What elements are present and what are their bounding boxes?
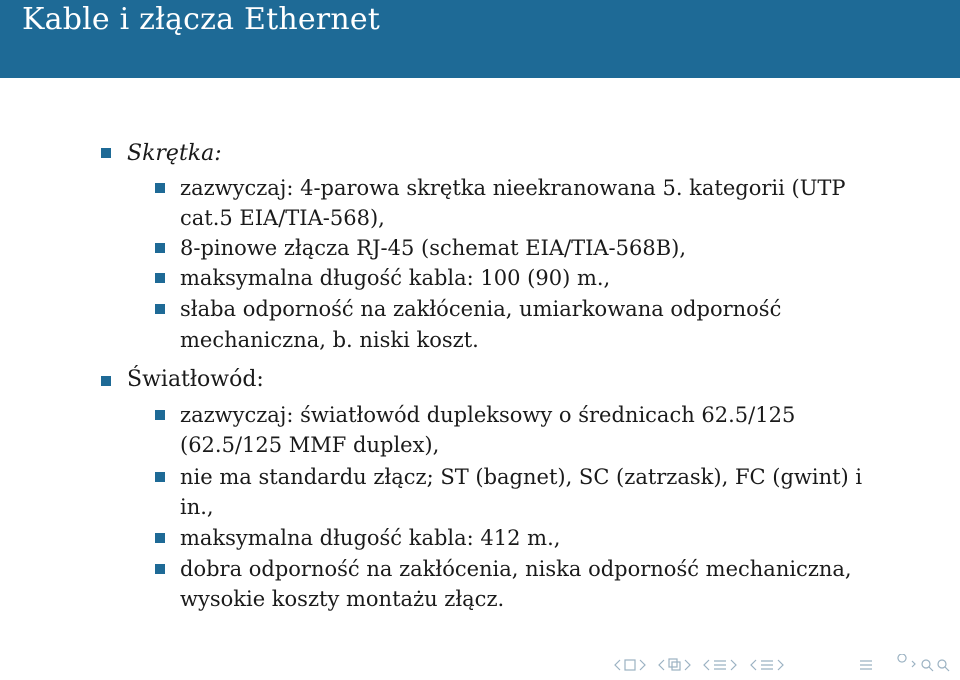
list-item: słaba odporność na zakłócenia, umiarkowana odporność — [180, 297, 782, 321]
sub-bullet-icon — [155, 410, 165, 420]
sub-bullet-icon — [155, 472, 165, 482]
list-item: zazwyczaj: światłowód dupleksowy o średnicach 62.5/125 — [180, 403, 796, 427]
nav-prev-section-icon[interactable] — [751, 660, 773, 670]
sub-bullet-icon — [155, 183, 165, 193]
sub-bullet-icon — [155, 273, 165, 283]
list-item: zazwyczaj: 4-parowa skrętka nieekranowana 5. kategorii (UTP — [180, 176, 846, 200]
list-item-continuation: wysokie koszty montażu złącz. — [180, 587, 505, 611]
slide-title: Kable i złącza Ethernet — [22, 2, 381, 37]
list-item-continuation: (62.5/125 MMF duplex), — [180, 433, 440, 457]
sub-bullet-icon — [155, 533, 165, 543]
section-heading: Światłowód: — [127, 367, 264, 392]
navigation-bar — [612, 654, 952, 676]
nav-next-section-icon[interactable] — [778, 660, 783, 670]
sub-bullet-icon — [155, 564, 165, 574]
navigation-symbols — [612, 654, 952, 676]
list-item: maksymalna długość kabla: 412 m., — [180, 526, 561, 550]
nav-subsection-icon[interactable] — [659, 659, 690, 670]
list-item-continuation: mechaniczna, b. niski koszt. — [180, 328, 479, 352]
list-item-continuation: in., — [180, 495, 214, 519]
section-heading: Skrętka: — [127, 141, 222, 166]
nav-frame-icon[interactable] — [625, 660, 635, 670]
nav-left-icon[interactable] — [615, 660, 620, 670]
sub-bullet-icon — [155, 243, 165, 253]
nav-section-icon[interactable] — [704, 660, 736, 670]
list-item: 8-pinowe złącza RJ-45 (schemat EIA/TIA-568B), — [180, 236, 687, 260]
nav-search-icon[interactable] — [898, 654, 949, 671]
list-item: nie ma standardu złącz; ST (bagnet), SC (zatrzask), FC (gwint) i — [180, 465, 863, 489]
list-item-continuation: cat.5 EIA/TIA-568), — [180, 206, 385, 230]
list-item: dobra odporność na zakłócenia, niska odporność mechaniczna, — [180, 557, 852, 581]
sub-bullet-icon — [155, 304, 165, 314]
list-item: maksymalna długość kabla: 100 (90) m., — [180, 266, 611, 290]
bullet-icon — [101, 376, 111, 386]
nav-document-icon[interactable] — [860, 661, 872, 669]
nav-right-icon[interactable] — [640, 660, 645, 670]
bullet-icon — [101, 148, 111, 158]
